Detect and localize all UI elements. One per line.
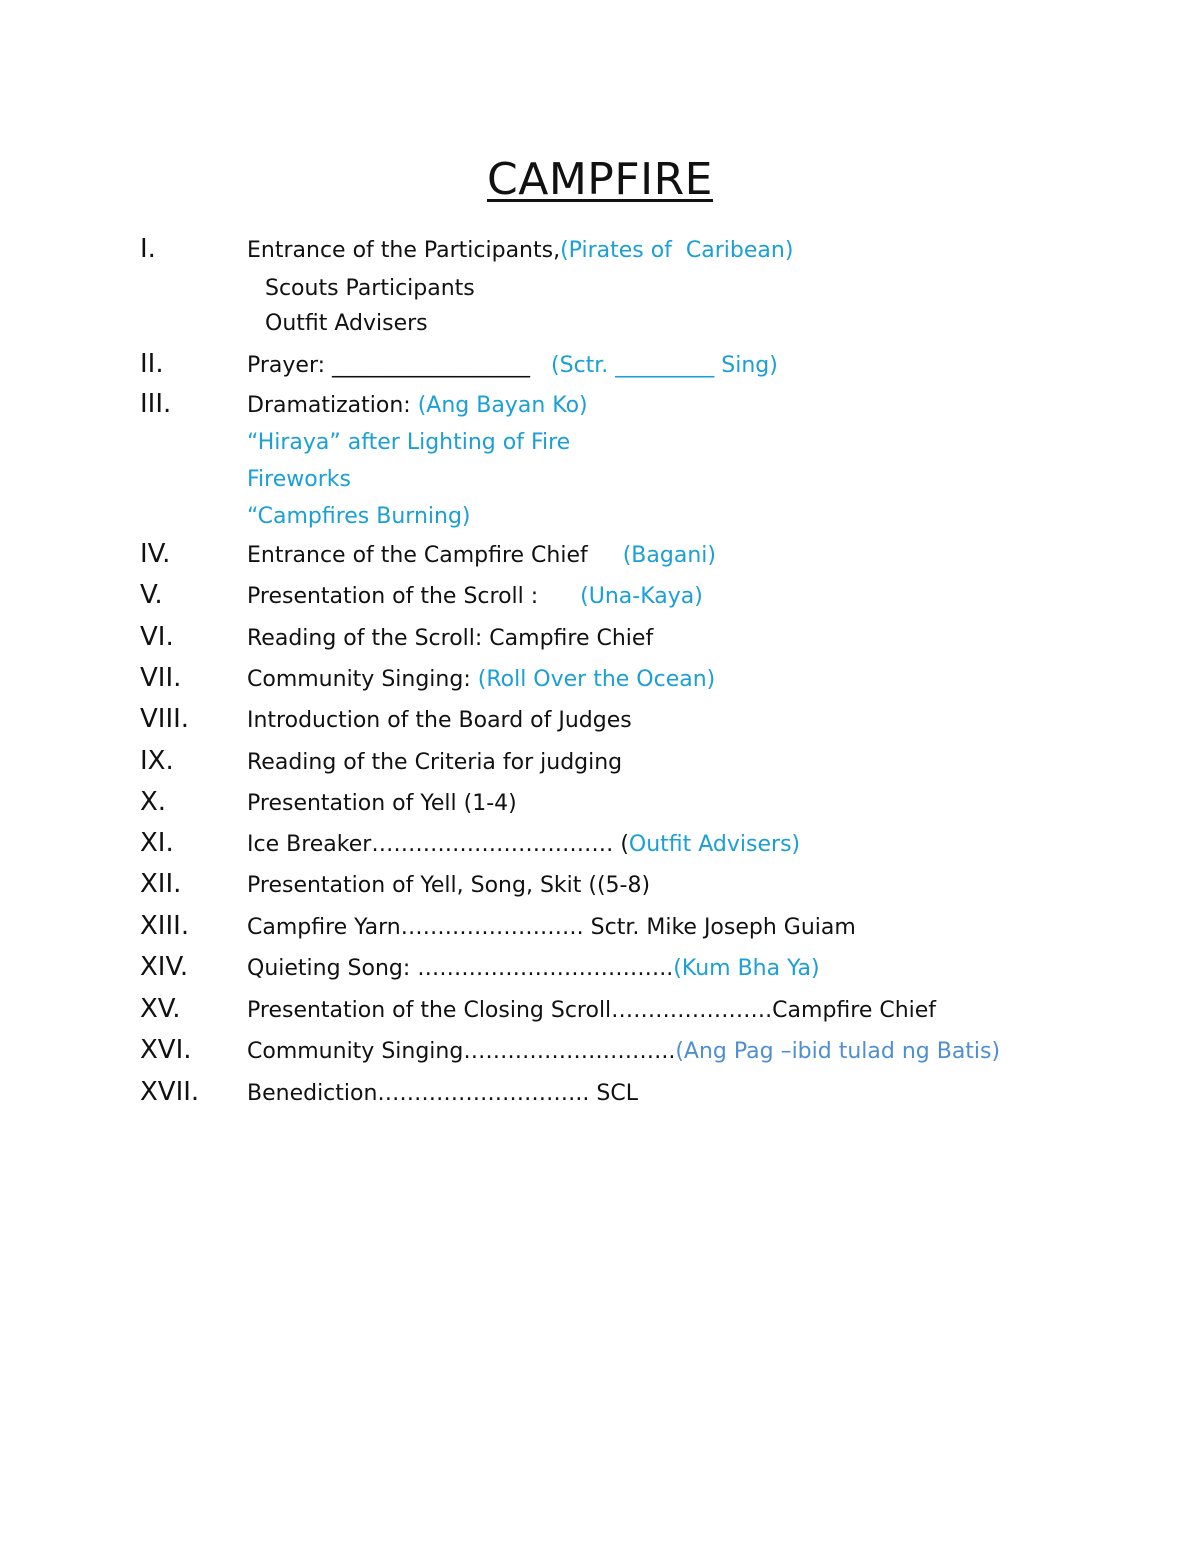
item-note: (Pirates of Caribean): [560, 238, 794, 263]
item-note: (Ang Pag –ibid tulad ng Batis): [675, 1039, 1001, 1064]
program-item-11: [0, 828, 1200, 862]
item-number: VII.: [140, 663, 182, 693]
item-text: Entrance of the Participants,(Pirates of Caribean): [247, 238, 794, 263]
program-item-2: [0, 349, 1200, 383]
item-note: (Bagani): [622, 543, 716, 568]
item-text: Community Singing………………………..(Ang Pag –ibid tulad ng Batis): [247, 1039, 1001, 1064]
item-text: Prayer: __________________ (Sctr. _________ Sing): [247, 353, 778, 378]
item-number: XVII.: [140, 1077, 200, 1107]
item-text: Campfire Yarn……………………. Sctr. Mike Joseph Guiam: [247, 915, 856, 940]
item-number: XI.: [140, 828, 174, 858]
program-item-1: [0, 234, 1200, 268]
item-number: IX.: [140, 746, 174, 776]
item-note: (Kum Bha Ya): [673, 956, 820, 981]
item-text: Presentation of Yell (1-4): [247, 791, 517, 816]
subitem-text: Scouts Participants: [265, 276, 475, 301]
program-item-9: [0, 746, 1200, 780]
program-item-8: [0, 704, 1200, 738]
item-number: XVI.: [140, 1035, 192, 1065]
program-note-line: [0, 426, 1200, 460]
item-text: Introduction of the Board of Judges: [247, 708, 632, 733]
item-text: Community Singing: (Roll Over the Ocean): [247, 667, 716, 692]
item-number: V.: [140, 580, 163, 610]
program-item-3: [0, 389, 1200, 423]
item-number: XV.: [140, 994, 181, 1024]
program-item-15: [0, 994, 1200, 1028]
program-item-10: [0, 787, 1200, 821]
page-title: CAMPFIRE: [487, 154, 713, 205]
note-text: “Campfires Burning): [247, 504, 471, 529]
item-number: IV.: [140, 539, 171, 569]
subitem-text: Outfit Advisers: [265, 311, 428, 336]
item-text: Ice Breaker…………………………… (Outfit Advisers): [247, 832, 801, 857]
program-note-line: [0, 500, 1200, 534]
item-number: II.: [140, 349, 164, 379]
program-item-5: [0, 580, 1200, 614]
program-item-4: [0, 539, 1200, 573]
item-number: VIII.: [140, 704, 190, 734]
item-text: Presentation of Yell, Song, Skit ((5-8): [247, 873, 651, 898]
program-item-7: [0, 663, 1200, 697]
item-text: Entrance of the Campfire Chief (Bagani): [247, 543, 716, 568]
item-number: VI.: [140, 622, 174, 652]
item-number: XII.: [140, 869, 182, 899]
item-number: XIII.: [140, 911, 190, 941]
item-text: Benediction……………………….. SCL: [247, 1081, 638, 1106]
program-item-17: [0, 1077, 1200, 1111]
program-note-line: [0, 463, 1200, 497]
note-text: Fireworks: [247, 467, 351, 492]
item-text: Dramatization: (Ang Bayan Ko): [247, 393, 588, 418]
item-text: Reading of the Scroll: Campfire Chief: [247, 626, 654, 651]
item-text: Reading of the Criteria for judging: [247, 750, 623, 775]
item-number: I.: [140, 234, 156, 264]
item-number: III.: [140, 389, 172, 419]
item-note: (Roll Over the Ocean): [477, 667, 716, 692]
program-item-16: [0, 1035, 1200, 1069]
program-item-12: [0, 869, 1200, 903]
program-item-13: [0, 911, 1200, 945]
item-number: XIV.: [140, 952, 189, 982]
item-text: Presentation of the Scroll : (Una-Kaya): [247, 584, 703, 609]
item-text: Quieting Song: ……………………………..(Kum Bha Ya): [247, 956, 820, 981]
note-text: “Hiraya” after Lighting of Fire: [247, 430, 571, 455]
item-note: (Sctr. _________ Sing): [551, 353, 778, 378]
program-item-6: [0, 622, 1200, 656]
item-note: (Ang Bayan Ko): [417, 393, 588, 418]
item-note: (Una-Kaya): [580, 584, 703, 609]
program-item-14: [0, 952, 1200, 986]
item-note: Outfit Advisers): [628, 832, 801, 857]
program-subitem: [0, 272, 1200, 306]
item-number: X.: [140, 787, 167, 817]
program-subitem: [0, 307, 1200, 341]
item-text: Presentation of the Closing Scroll………………….Campfire Chief: [247, 998, 937, 1023]
